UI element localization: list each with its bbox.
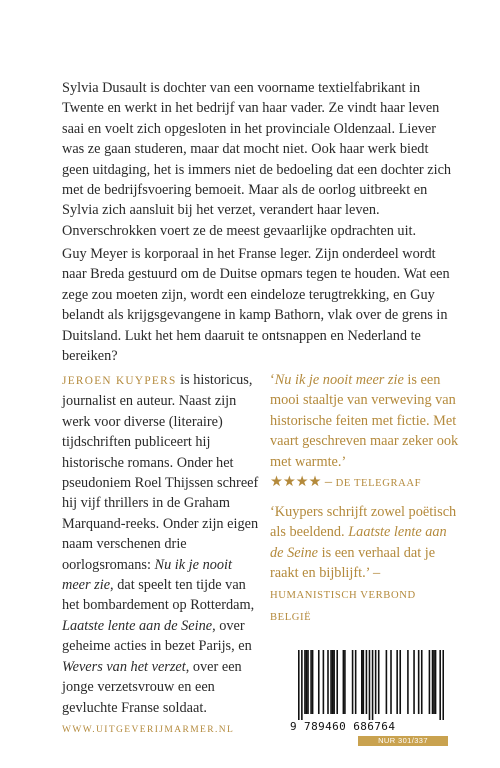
barcode-bar bbox=[343, 650, 345, 714]
bio-text-1: is historicus, journalist en auteur. Naast zijn werk voor diverse (literaire) tijdschriften publiceert hij historische romans. Onder het pseudoniem Roel Thijssen schreef hij vijf thrillers in de Graham Marquand-reeks. Onder zijn eigen naam verschenen drie oorlogsromans: bbox=[62, 372, 259, 573]
barcode-bar bbox=[390, 650, 392, 714]
isbn-digits: 9 789460 686764 bbox=[290, 720, 396, 733]
rating-stars: ★★★★ bbox=[270, 474, 322, 491]
barcode-bar bbox=[355, 650, 357, 714]
barcode-bar bbox=[363, 650, 365, 714]
barcode-bar bbox=[433, 650, 435, 714]
bio-title-3: Wevers van het verzet bbox=[62, 658, 186, 675]
barcode-bar bbox=[301, 650, 303, 720]
barcode-bar bbox=[407, 650, 409, 714]
isbn-barcode bbox=[290, 644, 448, 746]
barcode-bar bbox=[307, 650, 309, 714]
bio-text-2: , dat speelt ten tijde van het bombardement op Rotterdam, bbox=[62, 577, 255, 614]
barcode-bar bbox=[318, 650, 320, 714]
barcode-bar bbox=[361, 650, 363, 714]
quote1-dash: – bbox=[321, 474, 336, 491]
barcode-bar bbox=[435, 650, 437, 714]
barcode-bar bbox=[352, 650, 354, 714]
nur-label: NUR 301/337 bbox=[358, 736, 448, 746]
author-bio bbox=[62, 370, 262, 718]
author-name: JEROEN KUYPERS bbox=[62, 375, 177, 387]
barcode-bar bbox=[413, 650, 415, 714]
bio-title-1: Nu ik je nooit meer zie bbox=[62, 556, 232, 594]
quote2-source: HUMANISTISCH VERBOND BELGIË bbox=[270, 589, 416, 624]
barcode-bar bbox=[399, 650, 401, 714]
barcode-bar bbox=[369, 650, 371, 720]
barcode-bar bbox=[330, 650, 332, 714]
barcode-bar bbox=[306, 650, 308, 714]
bio-title-2: Laatste lente aan de Seine bbox=[62, 617, 213, 634]
barcode-bar bbox=[344, 650, 346, 714]
barcode-bar bbox=[304, 650, 306, 714]
barcode-bar bbox=[323, 650, 325, 714]
barcode-bar bbox=[378, 650, 380, 714]
barcode-bar bbox=[432, 650, 434, 714]
barcode-bar bbox=[439, 650, 441, 720]
bio-text-4: , over een jonge verzetsvrouw en een gevluchte Franse soldaat. bbox=[62, 658, 242, 716]
quote2-title: Laatste lente aan de Seine bbox=[270, 524, 447, 561]
barcode-bar bbox=[366, 650, 368, 714]
quote1-open: ‘ bbox=[270, 372, 275, 388]
quote1-source: DE TELEGRAAF bbox=[335, 478, 422, 490]
quote2-text-1: ‘Kuypers schrijft zowel poëtisch als beeldend. bbox=[270, 504, 457, 541]
barcode-bar bbox=[421, 650, 423, 714]
quote1-text: is een mooi staaltje van verweving van historische feiten met fictie. Met vaart geschreven maar zeker ook met warmte.’ bbox=[270, 372, 459, 470]
review-quote-2 bbox=[270, 502, 460, 628]
barcode-bar bbox=[442, 650, 444, 720]
barcode-bar bbox=[327, 650, 329, 714]
quote2-dash: – bbox=[369, 565, 381, 582]
barcode-bar bbox=[418, 650, 420, 714]
quote1-title: Nu ik je nooit meer zie bbox=[274, 372, 404, 388]
review-quote-1 bbox=[270, 370, 460, 494]
barcode-bar bbox=[429, 650, 431, 714]
barcode-bar bbox=[372, 650, 374, 720]
barcode-bars bbox=[298, 650, 444, 720]
barcode-bar bbox=[386, 650, 388, 714]
bio-text-3: , over geheime acties in bezet Parijs, en bbox=[62, 617, 252, 655]
publisher-url[interactable]: WWW.UITGEVERIJMARMER.NL bbox=[62, 725, 235, 735]
barcode-bar bbox=[298, 650, 300, 720]
barcode-bar bbox=[332, 650, 334, 714]
barcode-bar bbox=[375, 650, 377, 714]
barcode-bar bbox=[396, 650, 398, 714]
blurb-paragraph-2: Guy Meyer is korporaal in het Franse leger. Zijn onderdeel wordt naar Breda gestuurd om de Duitse opmars tegen te houden. Wat een zege zou moeten zijn, wordt een eindeloze terugtrekking, en Guy belandt als krijgsgevangene in kamp Bathorn, vlak over de grens in Duitsland. Lukt het hem daaruit te ontsnappen en Nederland te bereiken? bbox=[62, 246, 450, 365]
barcode-bar bbox=[333, 650, 335, 714]
blurb-paragraph-1: Sylvia Dusault is dochter van een voorname textielfabrikant in Twente en werkt in het bedrijf van haar vader. Ze vindt haar leven saai en voelt zich opgesloten in het provinciale Oldenzaal. Liever was ze gaan studeren, maar dat mocht niet. Ook haar werk biedt geen uitdaging, het is immers niet de bedoeling dat een dochter zich met de bedrijfsvoering bemoeit. Maar als de oorlog uitbreekt en Sylvia zich aansluit bij het verzet, verandert haar leven. Onverschrokken voert ze de meest gevaarlijke opdrachten uit. bbox=[62, 80, 452, 239]
barcode-bar bbox=[312, 650, 314, 714]
quote2-text-2: is een verhaal dat je raakt en bijblijft.’ bbox=[270, 544, 436, 582]
barcode-bar bbox=[310, 650, 312, 714]
barcode-bar bbox=[336, 650, 338, 714]
